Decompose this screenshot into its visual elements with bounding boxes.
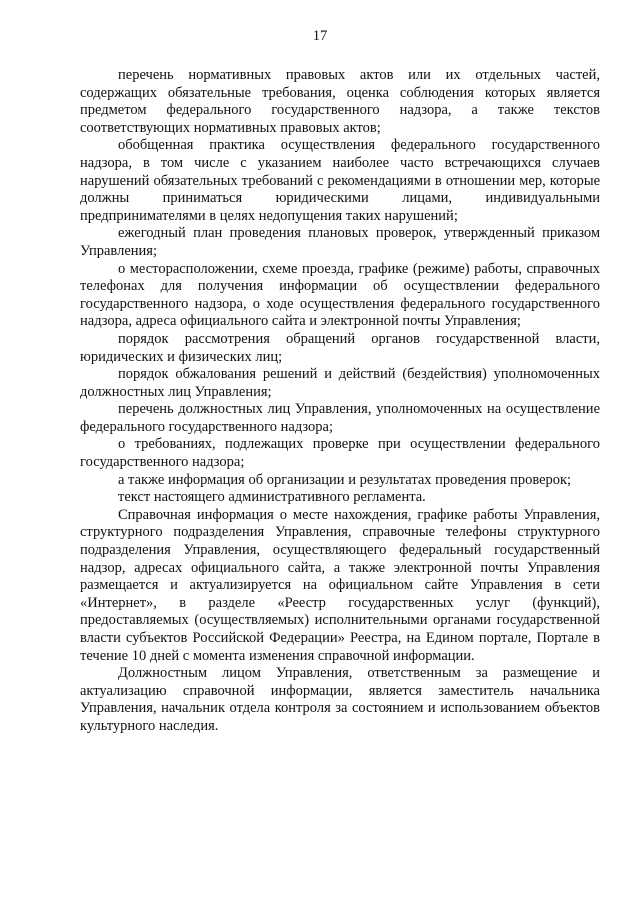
paragraph-annual-plan: ежегодный план проведения плановых проверок, утвержденный приказом Управления; xyxy=(80,225,600,259)
paragraph-complaints-procedure: порядок обжалования решений и действий (бездействия) уполномоченных должностных лиц Управления; xyxy=(80,366,600,400)
paragraph-responsible-official: Должностным лицом Управления, ответственным за размещение и актуализацию справочной информации, является заместитель начальника Управления, начальник отдела контроля за состоянием и использованием объектов культурного наследия. xyxy=(80,665,600,734)
document-body xyxy=(80,67,600,736)
page-number: 17 xyxy=(312,28,328,44)
paragraph-reference-information: Справочная информация о месте нахождения, графике работы Управления, структурного подразделения Управления, справочные телефоны структурного подразделения Управления, осуществляющего федеральный государственный надзор, адресах официального сайта, а также электронной почты Управления размещается и актуализируется на официальном сайте Управления в сети «Интернет», в разделе «Реестр государственных услуг (функций), предоставляемых (осуществляемых) исполнительными органами государственной власти субъектов Российской Федерации» Реестра, на Едином портале, Портале в течение 10 дней с момента изменения справочной информации. xyxy=(80,506,600,664)
paragraph-generalized-practice: обобщенная практика осуществления федерального государственного надзора, в том числе с указанием наиболее часто встречающихся случаев нарушений обязательных требований с рекомендациями в отношении мер, которые должны приниматься юридическими лицами, индивидуальными предпринимателями в целях недопущения таких нарушений; xyxy=(80,137,600,224)
paragraph-inspection-results: а также информация об организации и результатах проведения проверок; xyxy=(118,471,572,488)
paragraph-requirements: о требованиях, подлежащих проверке при осуществлении федерального государственного надзора; xyxy=(80,436,600,471)
paragraph-appeals-procedure: порядок рассмотрения обращений органов государственной власти, юридических и физических лиц; xyxy=(80,330,600,365)
paragraph-officials-list: перечень должностных лиц Управления, уполномоченных на осуществление федерального государственного надзора; xyxy=(80,401,600,435)
paragraph-location-info: о месторасположении, схеме проезда, графике (режиме) работы, справочных телефонах для получения информации об осуществлении федерального государственного надзора, о ходе осуществления федерального государственного надзора, адреса официального сайта и электронной почты Управления; xyxy=(80,260,600,330)
paragraph-normative-acts: перечень нормативных правовых актов или их отдельных частей, содержащих обязательные требования, оценка соблюдения которых является предметом федерального государственного надзора, а также текстов соответствующих нормативных правовых актов; xyxy=(80,67,600,136)
paragraph-regulation-text: текст настоящего административного регламента. xyxy=(118,489,426,506)
